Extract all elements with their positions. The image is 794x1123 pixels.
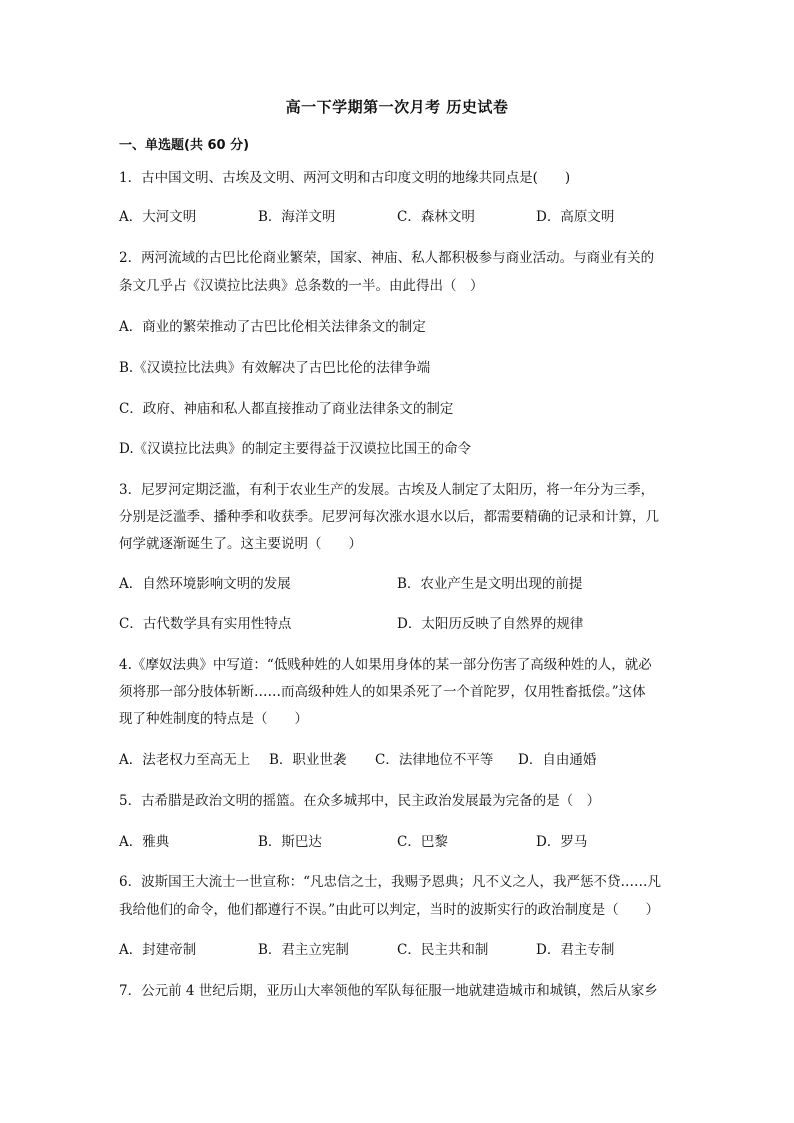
exam-title: 高一下学期第一次月考 历史试卷	[285, 98, 509, 116]
question-4-option-a[interactable]: A．法老权力至高无上	[119, 752, 251, 768]
question-3-option-d[interactable]: D．太阳历反映了自然界的规律	[397, 616, 584, 632]
question-5-option-a[interactable]: A．雅典	[119, 834, 170, 850]
question-2-option-c[interactable]: C．政府、神庙和私人都直接推动了商业法律条文的制定	[119, 401, 454, 417]
question-4-option-b[interactable]: B．职业世袭	[269, 752, 347, 768]
question-2-option-d[interactable]: D.《汉谟拉比法典》的制定主要得益于汉谟拉比国王的命令	[119, 441, 472, 457]
question-4-stem-line-3: 现了种姓制度的特点是（ ）	[119, 711, 308, 727]
question-6-option-a[interactable]: A．封建帝制	[119, 942, 197, 958]
question-1-option-b[interactable]: B．海洋文明	[258, 209, 336, 225]
question-1-stem: 1．古中国文明、古埃及文明、两河文明和古印度文明的地缘共同点是( )	[119, 170, 571, 186]
question-3-stem-line-1: 3．尼罗河定期泛滥，有利于农业生产的发展。古埃及人制定了太阳历，将一年分为三季，	[119, 482, 655, 498]
question-3-stem-line-3: 何学就逐渐诞生了。这主要说明（ ）	[119, 536, 362, 552]
question-4-stem-line-1: 4.《摩奴法典》中写道：“低贱种姓的人如果用身体的某一部分伤害了高级种姓的人，就必	[119, 657, 652, 673]
question-3-option-a[interactable]: A．自然环境影响文明的发展	[119, 576, 291, 592]
question-2-stem-line-2: 条文几乎占《汉谟拉比法典》总条数的一半。由此得出（ ）	[119, 278, 484, 294]
question-6-option-b[interactable]: B．君主立宪制	[258, 942, 349, 958]
question-7-stem-line-1: 7．公元前 4 世纪后期，亚历山大率领他的军队每征服一地就建造城市和城镇，然后从家乡	[119, 983, 658, 999]
question-3-option-b[interactable]: B．农业产生是文明出现的前提	[397, 576, 583, 592]
question-2-option-b[interactable]: B.《汉谟拉比法典》有效解决了古巴比伦的法律争端	[119, 360, 431, 376]
question-5-stem: 5．古希腊是政治文明的摇篮。在众多城邦中，民主政治发展最为完备的是（ ）	[119, 793, 601, 809]
question-2-stem-line-1: 2．两河流域的古巴比伦商业繁荣，国家、神庙、私人都积极参与商业活动。与商业有关的	[119, 250, 655, 266]
section-heading: 一、单选题(共 60 分)	[119, 138, 250, 153]
question-4-option-c[interactable]: C．法律地位不平等	[375, 752, 494, 768]
question-5-option-c[interactable]: C．巴黎	[397, 834, 448, 850]
question-6-stem-line-1: 6．波斯国王大流士一世宣称：“凡忠信之士，我赐予恩典；凡不义之人，我严惩不贷……凡	[119, 874, 661, 890]
question-3-option-c[interactable]: C．古代数学具有实用性特点	[119, 616, 292, 632]
question-6-stem-line-2: 我给他们的命令，他们都遵行不误。”由此可以判定，当时的波斯实行的政治制度是（ ）	[119, 902, 660, 918]
question-5-option-d[interactable]: D．罗马	[536, 834, 588, 850]
question-6-option-d[interactable]: D．君主专制	[536, 942, 615, 958]
question-3-stem-line-2: 分别是泛滥季、播种季和收获季。尼罗河每次涨水退水以后，都需要精确的记录和计算，几	[119, 509, 659, 525]
question-1-option-d[interactable]: D．高原文明	[536, 209, 615, 225]
question-6-option-c[interactable]: C．民主共和制	[397, 942, 489, 958]
question-1-option-c[interactable]: C．森林文明	[397, 209, 475, 225]
question-4-option-d[interactable]: D．自由通婚	[518, 752, 597, 768]
question-4-stem-line-2: 须将那一部分肢体斩断……而高级种姓人的如果杀死了一个首陀罗，仅用牲畜抵偿。”这体	[119, 684, 646, 700]
question-1-option-a[interactable]: A．大河文明	[119, 209, 197, 225]
question-2-option-a[interactable]: A．商业的繁荣推动了古巴比伦相关法律条文的制定	[119, 319, 426, 335]
question-5-option-b[interactable]: B．斯巴达	[258, 834, 322, 850]
